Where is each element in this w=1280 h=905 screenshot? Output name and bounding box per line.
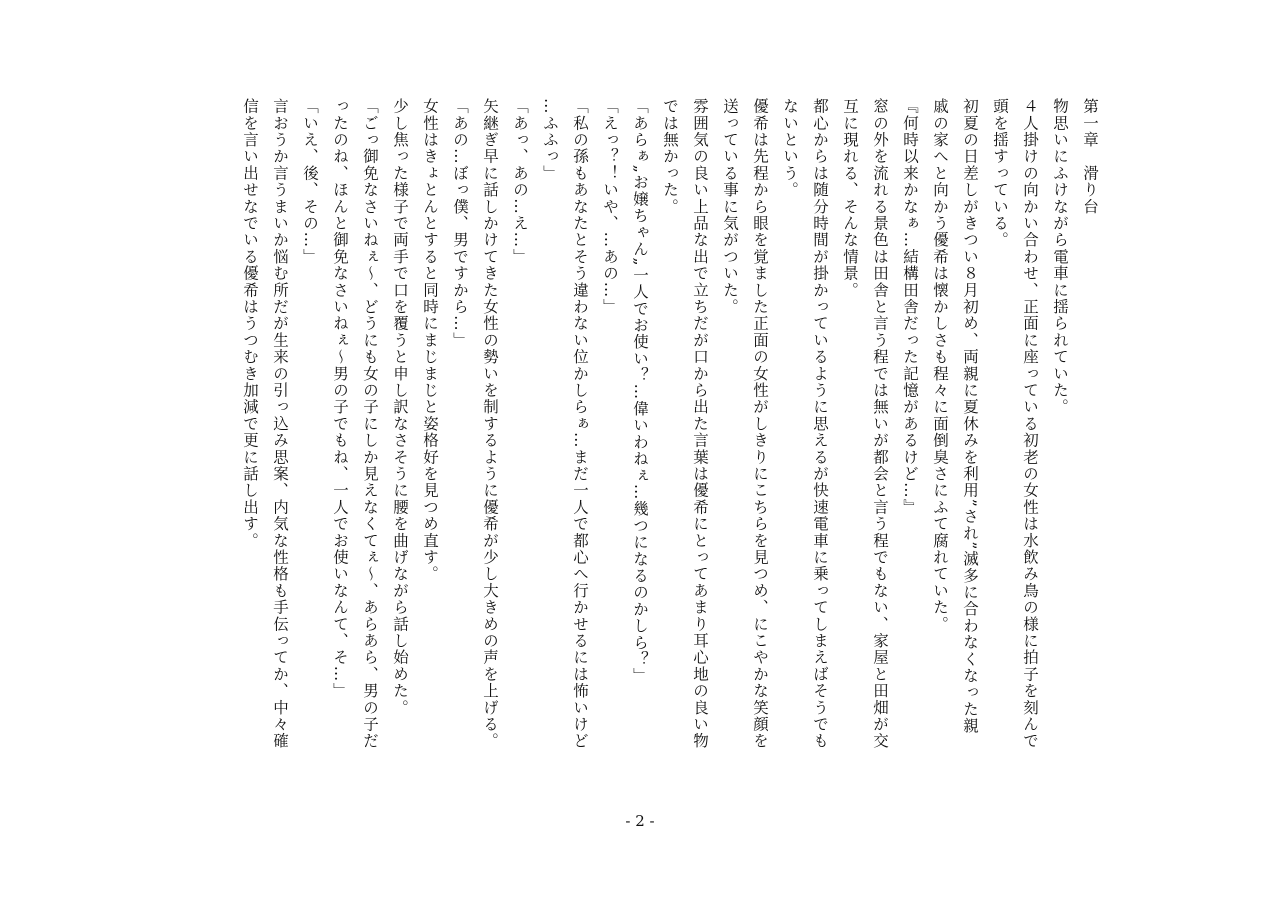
text-line: 初夏の日差しがきつい８月初め、両親に夏休みを利用”され”滅多に合わなくなった親 [961, 98, 979, 735]
text-line: 「ごっ御免なさいねぇ～、どうにも女の子にしか見えなくてぇ～、あらあら、男の子だ [361, 98, 379, 750]
text-line: 「あらぁ„お嬢ちゃん„一人でお使い？…偉いわねぇ…幾つになるのかしら？」 [631, 98, 649, 685]
text-line: 「あの…ぼっ僕、男ですから…」 [451, 98, 469, 349]
text-line: …ふふっ」 [541, 98, 559, 182]
text-line: 互に現れる、そんな情景。 [841, 98, 859, 299]
page-number: - 2 - [625, 812, 655, 830]
text-line: 都心からは随分時間が掛かっているように思えるが快速電車に乗ってしまえばそうでも [811, 98, 829, 750]
text-line: ないという。 [781, 98, 799, 199]
text-line: 戚の家へと向かう優希は懐かしさも程々に面倒臭さにふて腐れていた。 [931, 98, 949, 633]
text-line: 頭を揺すっている。 [991, 98, 1009, 249]
text-line: 送っている事に気がついた。 [721, 98, 739, 316]
text-line: ったのね、ほんと御免なさいねぇ～男の子でもね、一人でお使いなんて、そ…」 [331, 98, 349, 700]
text-line: 「あっ、あの…え…」 [511, 98, 529, 265]
text-line: 「いえ、後、その…」 [301, 98, 319, 265]
text-line: 窓の外を流れる景色は田舎と言う程では無いが都会と言う程でもない、家屋と田畑が交 [871, 98, 889, 750]
chapter-title: 第一章 滑り台 [1081, 98, 1099, 215]
text-line: 言おうか言うまいか悩む所だが生来の引っ込み思案、内気な性格も手伝ってか、中々確 [271, 98, 289, 750]
text-line: 少し焦った様子で両手で口を覆うと申し訳なさそうに腰を曲げながら話し始めた。 [391, 98, 409, 716]
text-line: 信を言い出せなでいる優希はうつむき加減で更に話し出す。 [241, 98, 259, 549]
text-line: 「私の孫もあなたとそう違わない位かしらぁ…まだ一人で都心へ行かせるには怖いけど [571, 98, 589, 750]
text-line: ４人掛けの向かい合わせ、正面に座っている初老の女性は水飲み鳥の様に拍子を刻んで [1021, 98, 1039, 750]
text-line: 雰囲気の良い上品な出で立ちだが口から出た言葉は優希にとってあまり耳心地の良い物 [691, 98, 709, 750]
text-line: 優希は先程から眼を覚ました正面の女性がしきりにこちらを見つめ、にこやかな笑顔を [751, 98, 769, 750]
text-line: 『何時以来かなぁ…結構田舎だった記憶があるけど…』 [901, 98, 919, 516]
text-line: 「えっ？！いや、…あの…」 [601, 98, 619, 316]
text-line: 物思いにふけながら電車に揺られていた。 [1051, 98, 1069, 416]
text-line: では無かった。 [661, 98, 679, 215]
vertical-text-body [145, 98, 1105, 798]
text-line: 矢継ぎ早に話しかけてきた女性の勢いを制するように優希が少し大きめの声を上げる。 [481, 98, 499, 750]
text-line: 女性はきょとんとすると同時にまじまじと姿格好を見つめ直す。 [421, 98, 439, 583]
